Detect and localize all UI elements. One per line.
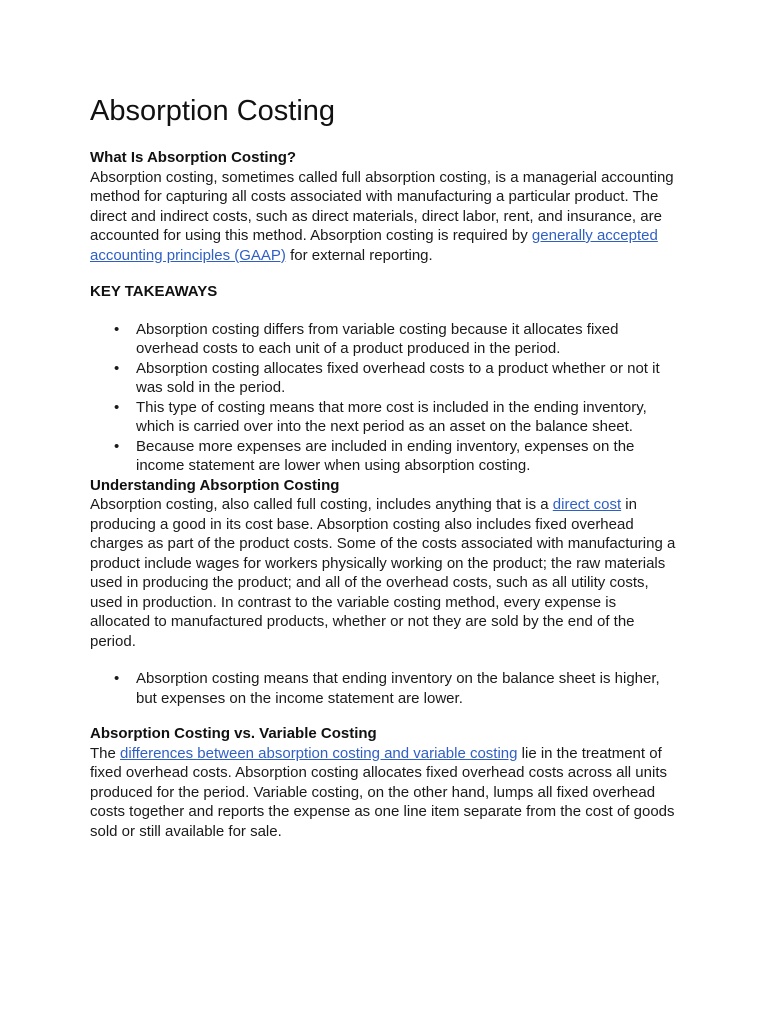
comparison-text-end: lie in the treatment of fixed overhead costs. Absorption costing allocates fixed overhead costs across all units produced for the period. Variable costing, on the other hand, lumps all fixed overhead costs together and reports the expense as one line item separate from the cost of goods sold or still available for sale. (90, 744, 675, 840)
key-takeaways-heading: KEY TAKEAWAYS (90, 283, 218, 300)
bullet-icon: • (114, 320, 120, 338)
understanding-list (90, 669, 676, 708)
differences-link[interactable]: differences between absorption costing and variable costing (120, 744, 518, 762)
bullet-icon: • (114, 359, 120, 377)
document-page (90, 94, 676, 841)
intro-text-start: Absorption costing, sometimes called full absorption costing, is a managerial accounting method for capturing all costs associated with manufacturing a particular product. The direct and indirect costs, such as direct materials, direct labor, rent, and insurance, are accounted for using this method. Absorption costing is required by (90, 168, 674, 244)
bullet-icon: • (114, 437, 120, 455)
bullet-icon: • (114, 670, 120, 687)
list-item (90, 669, 676, 708)
page-title: Absorption Costing (90, 95, 336, 127)
understanding-text-end: in producing a good in its cost base. Absorption costing also includes fixed overhead charges as part of the product costs. Some of the costs associated with manufacturing a product include wages for workers physically working on the product; the raw materials used in producing the product; and all of the overhead costs, such as all utility costs, used in production. In contrast to the variable costing method, every expense is allocated to manufactured products, whether or not they are sold by the end of the period. (90, 496, 676, 650)
list-item (90, 320, 676, 359)
bullet-icon: • (114, 398, 120, 416)
list-item (90, 437, 676, 476)
section-heading-what-is: What Is Absorption Costing? (90, 149, 297, 166)
understanding-bullet-text: Absorption costing means that ending inventory on the balance sheet is higher, but expenses on the income statement are lower. (136, 670, 660, 707)
intro-paragraph (90, 168, 676, 266)
understanding-paragraph (90, 495, 676, 651)
comparison-paragraph (90, 744, 676, 842)
list-item (90, 359, 676, 398)
section-heading-vs: Absorption Costing vs. Variable Costing (90, 725, 377, 742)
takeaway-text: This type of costing means that more cost is included in the ending inventory, which is carried over into the next period as an asset on the balance sheet. (136, 398, 647, 435)
list-item (90, 398, 676, 437)
takeaway-text: Absorption costing differs from variable costing because it allocates fixed overhead costs to each unit of a product produced in the period. (136, 320, 619, 357)
understanding-text-start: Absorption costing, also called full costing, includes anything that is a (90, 496, 553, 513)
intro-text-end: for external reporting. (285, 246, 433, 264)
section-heading-understanding: Understanding Absorption Costing (90, 476, 340, 494)
direct-cost-link[interactable]: direct cost (552, 496, 622, 513)
takeaway-text: Absorption costing allocates fixed overhead costs to a product whether or not it was sold in the period. (136, 359, 660, 396)
key-takeaways-list (90, 320, 676, 476)
takeaway-text: Because more expenses are included in ending inventory, expenses on the income statement are lower when using absorption costing. (136, 437, 635, 474)
gaap-link[interactable]: generally accepted accounting principles (GAAP) (90, 227, 658, 264)
comparison-text-start: The (90, 744, 121, 762)
